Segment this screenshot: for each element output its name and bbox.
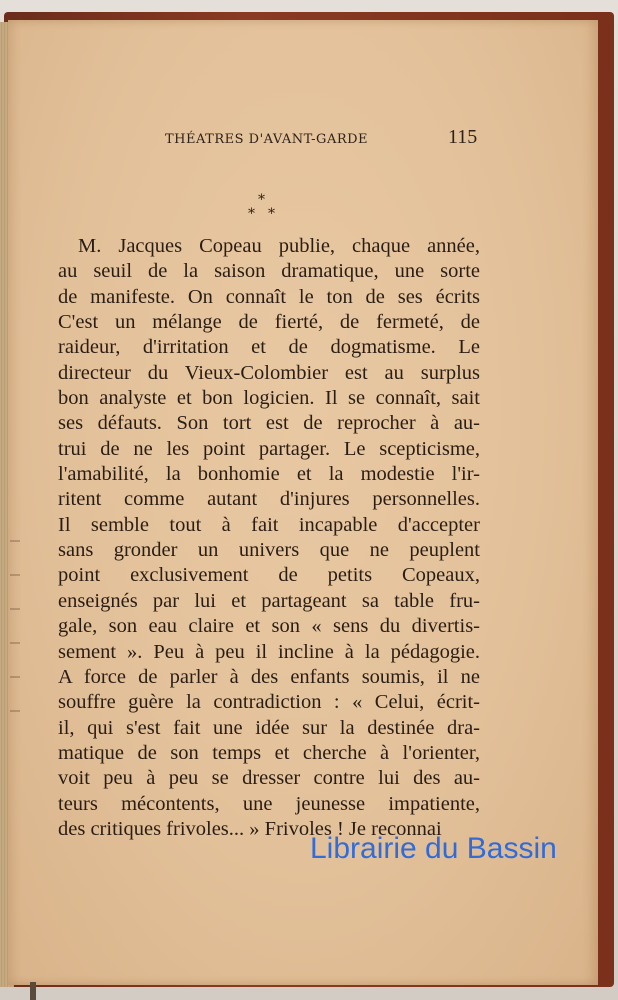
text-line: Il semble tout à fait incapable d'accepter: [58, 513, 480, 536]
text-line: au seuil de la saison dramatique, une sorte: [58, 260, 480, 283]
bookmark-ribbon: [30, 982, 36, 1000]
body-paragraph: [58, 234, 480, 842]
text-line: M. Jacques Copeau publie, chaque année,: [78, 235, 480, 257]
text-line: matique de son temps et cherche à l'orienter,: [58, 741, 480, 764]
svg-text:*: *: [268, 206, 275, 222]
watermark-text: Librairie du Bassin: [310, 832, 557, 865]
text-line: raideur, d'irritation et de dogmatisme. Le: [58, 336, 480, 359]
text-line: de manifeste. On connaît le ton de ses écrits: [58, 285, 480, 308]
text-line: enseignés par lui et partageant sa table fru-: [58, 589, 480, 612]
text-line: il, qui s'est fait une idée sur la destinée dra-: [58, 716, 480, 739]
asterism-ornament: [244, 192, 284, 224]
page-number: 115: [448, 126, 478, 148]
page-edge-marks: [10, 540, 20, 740]
text-line: trui de ne les point partager. Le scepticisme,: [58, 437, 480, 460]
text-line: ritent comme autant d'injures personnelles.: [58, 488, 480, 511]
running-head-title: THÉATRES D'AVANT-GARDE: [165, 132, 369, 147]
svg-text:*: *: [248, 206, 255, 222]
text-line: C'est un mélange de fierté, de fermeté, de: [58, 311, 480, 334]
svg-text:*: *: [258, 192, 265, 208]
text-line: A force de parler à des enfants soumis, il ne: [58, 665, 480, 688]
text-line: sement ». Peu à peu il incline à la pédagogie.: [58, 640, 480, 663]
text-line: ses défauts. Son tort est de reprocher à au-: [58, 412, 480, 435]
text-line: voit peu à peu se dresser contre lui des au-: [58, 767, 480, 790]
text-line: des critiques frivoles... » Frivoles ! Je reconnai: [58, 817, 442, 840]
text-line: gale, son eau claire et son « sens du divertis-: [58, 615, 480, 638]
text-line: bon analyste et bon logicien. Il se connaît, sait: [58, 387, 480, 410]
text-line: sans gronder un univers que ne peuplent: [58, 539, 480, 562]
text-line: l'amabilité, la bonhomie et la modestie l'ir-: [58, 463, 480, 486]
text-line: teurs mécontents, une jeunesse impatiente,: [58, 792, 480, 815]
text-line: directeur du Vieux-Colombier est au surplus: [58, 361, 480, 384]
asterism-icon: [244, 192, 284, 224]
text-line: point exclusivement de petits Copeaux,: [58, 564, 480, 587]
text-line: souffre guère la contradiction : « Celui, écrit-: [58, 691, 480, 714]
